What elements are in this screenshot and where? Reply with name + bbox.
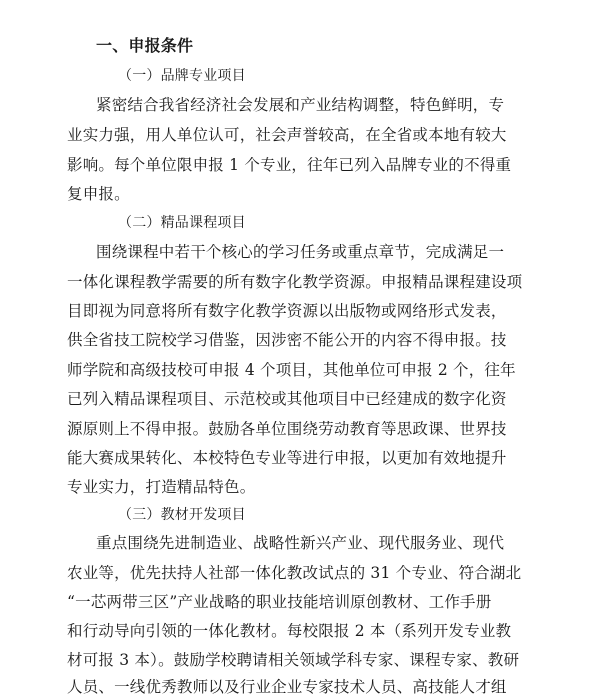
paragraph-line: 专业实力，打造精品特色。 <box>67 478 256 496</box>
paragraph-line: 围绕课程中若干个核心的学习任务或重点章节，完成满足一 <box>96 243 505 261</box>
paragraph-line: 能大赛成果转化、本校特色专业等进行申报，以更加有效地提升 <box>67 449 507 467</box>
paragraph-line: 供全省技工院校学习借鉴，因涉密不能公开的内容不得申报。技 <box>67 331 507 349</box>
paragraph-line: 业实力强，用人单位认可，社会声誉较高，在全省或本地有较大 <box>67 126 507 144</box>
paragraph-line: 复申报。 <box>67 185 130 203</box>
paragraph-line: 人员、一线优秀教师以及行业企业专家技术人员、高技能人才组 <box>67 678 507 696</box>
heading-brand-major: （一）品牌专业项目 <box>118 68 246 84</box>
paragraph-line: 一体化课程教学需要的所有数字化教学资源。申报精品课程建设项 <box>67 273 523 291</box>
paragraph-line: 目即视为同意将所有数字化教学资源以出版物或网络形式发表， <box>67 302 507 320</box>
heading-application-conditions: 一、申报条件 <box>96 36 194 55</box>
paragraph-line: 重点围绕先进制造业、战略性新兴产业、现代服务业、现代 <box>96 534 505 552</box>
paragraph-line: 农业等，优先扶持人社部一体化教改试点的 31 个专业、符合湖北 <box>67 564 522 582</box>
paragraph-line: 源原则上不得申报。鼓励各单位围绕劳动教育等思政课、世界技 <box>67 420 507 438</box>
paragraph-line: 影响。每个单位限申报 1 个专业，往年已列入品牌专业的不得重 <box>67 156 512 174</box>
paragraph-line: 材可报 3 本）。鼓励学校聘请相关领域学科专家、课程专家、教研 <box>67 651 520 669</box>
heading-textbook-development: （三）教材开发项目 <box>118 507 246 523</box>
paragraph-line: 已列入精品课程项目、示范校或其他项目中已经建成的数字化资 <box>67 390 507 408</box>
heading-quality-course: （二）精品课程项目 <box>118 215 246 231</box>
paragraph-line: “一芯两带三区”产业战略的职业技能培训原创教材、工作手册 <box>67 593 492 611</box>
paragraph-line: 和行动导向引领的一体化教材。每校限报 2 本（系列开发专业教 <box>67 622 512 640</box>
paragraph-line: 师学院和高级技校可申报 4 个项目，其他单位可申报 2 个，往年 <box>67 361 516 379</box>
paragraph-line: 紧密结合我省经济社会发展和产业结构调整，特色鲜明，专 <box>96 96 505 114</box>
